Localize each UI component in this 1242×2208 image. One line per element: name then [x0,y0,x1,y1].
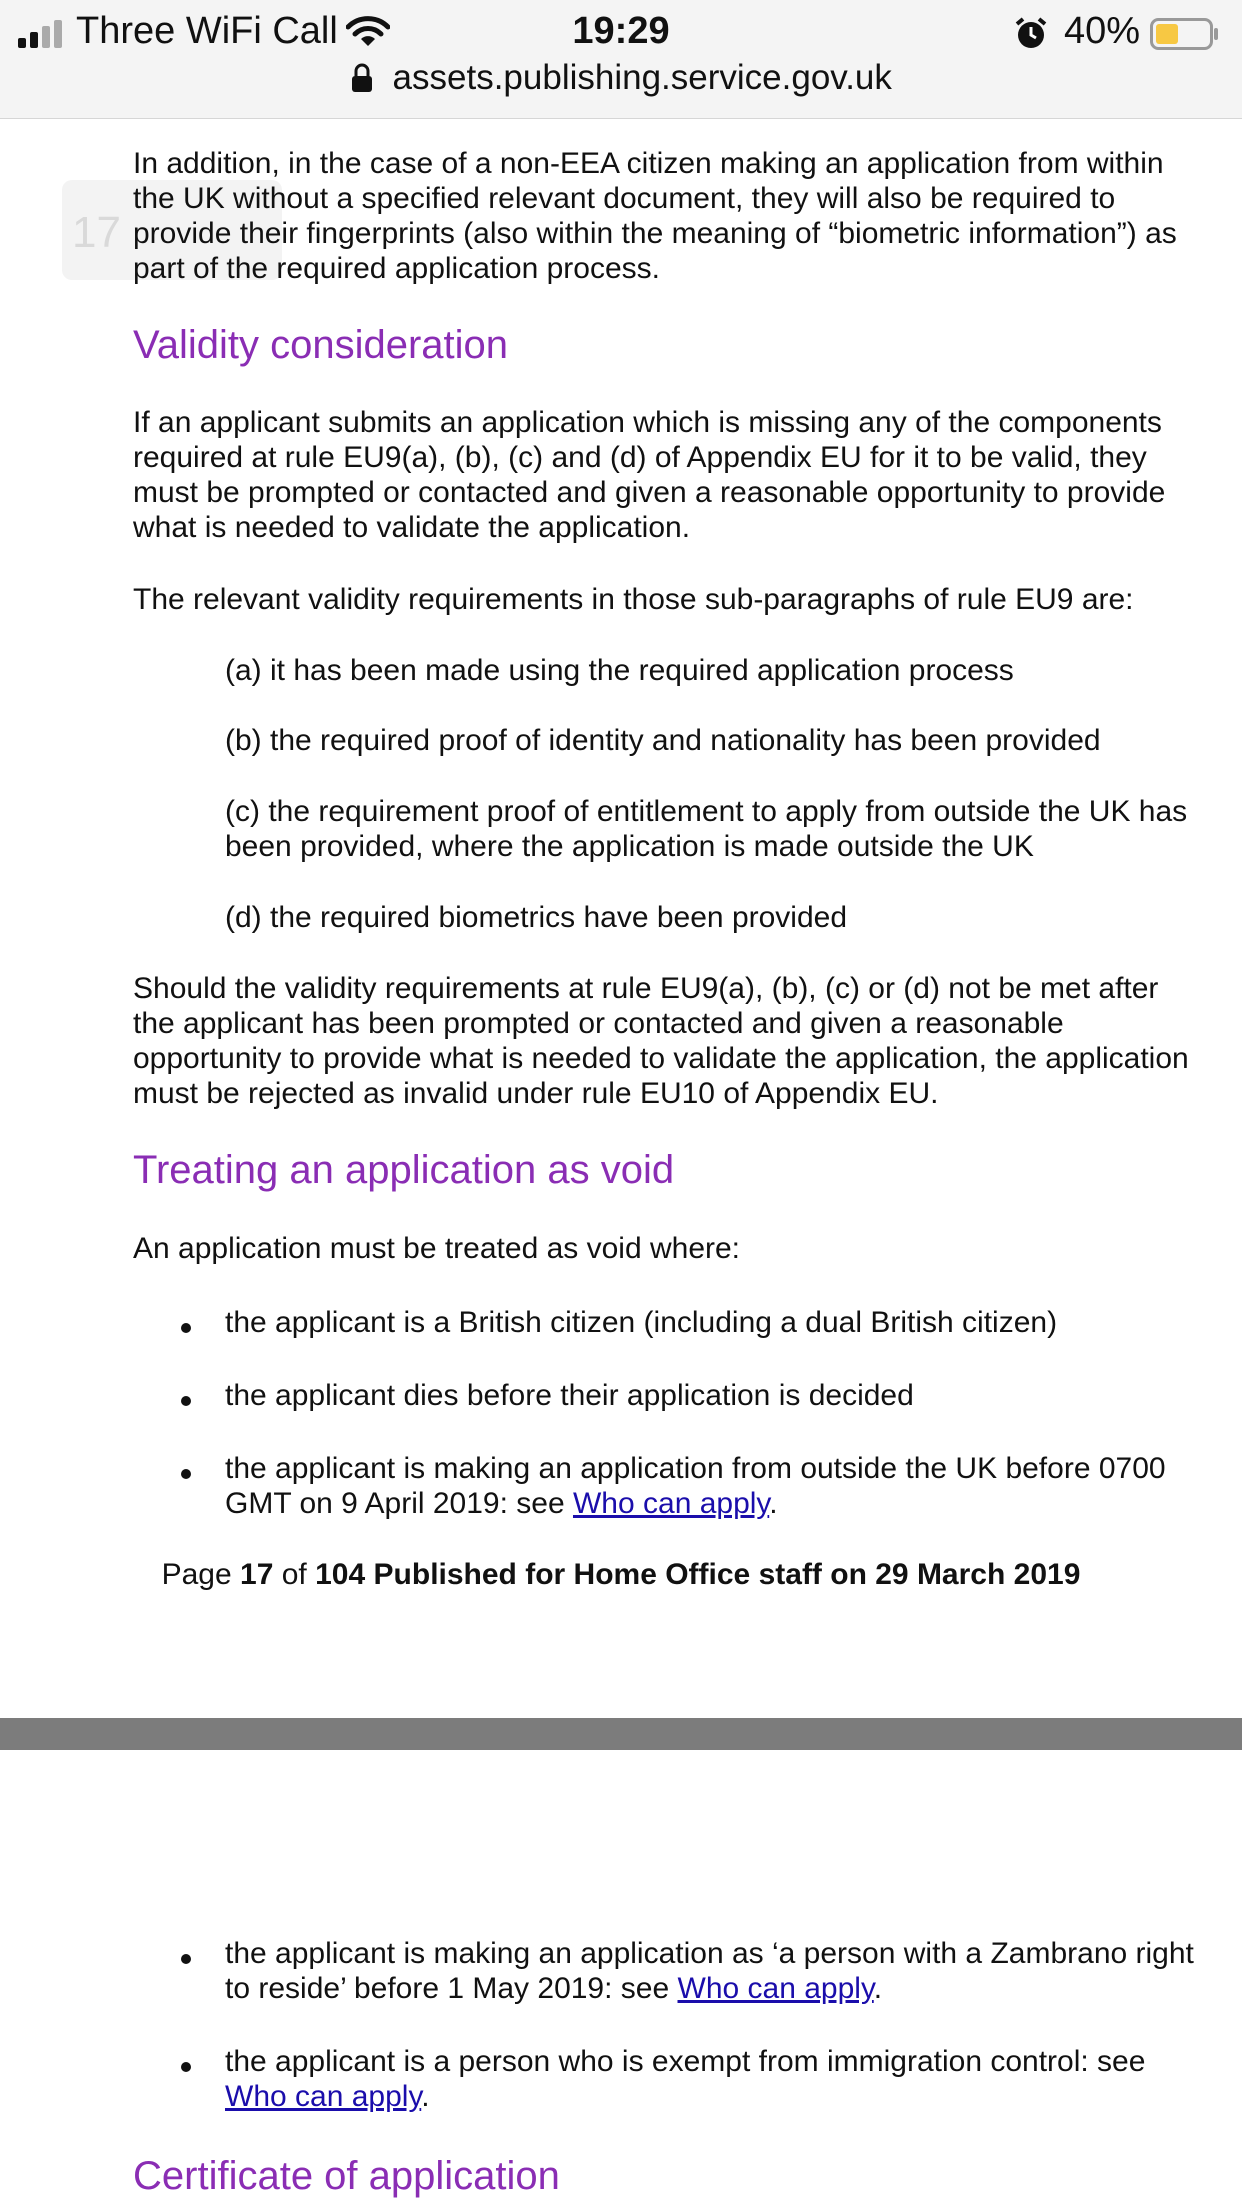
void-bullet-2: the applicant dies before their application is decided [225,1379,914,1412]
who-can-apply-link[interactable]: Who can apply [677,1972,874,2005]
battery-percent: 40% [1064,10,1141,52]
lock-icon [350,63,374,93]
bullet-dot [181,1954,191,1964]
page-indicator-number: 17 [72,208,121,257]
clock: 19:29 [572,10,670,52]
battery-icon [1150,18,1220,50]
alarm-icon [1014,16,1048,50]
validity-paragraph-2: The relevant validity requirements in those sub-paragraphs of rule EU9 are: [133,583,1134,616]
carrier-name: Three WiFi Call [76,10,338,52]
void-bullet-5: the applicant is a person who is exempt from immigration control: see Who can apply. [225,2045,1146,2113]
who-can-apply-link[interactable]: Who can apply [225,2080,422,2113]
who-can-apply-link[interactable]: Who can apply [572,1487,770,1520]
bullet-dot [181,1323,191,1333]
page-divider [0,1718,1242,1750]
page-url[interactable]: assets.publishing.service.gov.uk [392,58,892,97]
void-bullet-1: the applicant is a British citizen (including a dual British citizen) [225,1306,1058,1339]
heading-validity-consideration: Validity consideration [133,323,509,367]
void-bullet-3: the applicant is making an application from outside the UK before 0700 GMT on 9 April 2019: see Who can apply. [225,1452,1166,1520]
validity-item-c: (c) the requirement proof of entitlement to apply from outside the UK has been provided, where the application is made outside the UK [225,795,1188,863]
bullet-dot [181,1469,191,1479]
validity-item-a: (a) it has been made using the required application process [225,654,1014,687]
bullet-dot [181,2062,191,2072]
validity-item-d: (d) the required biometrics have been provided [225,901,848,934]
address-bar[interactable] [0,58,1242,106]
void-bullet-4: the applicant is making an application as ‘a person with a Zambrano right to reside’ before 1 May 2019: see Who can apply. [225,1937,1194,2005]
page-footer: Page 17 of 104 Published for Home Office staff on 29 March 2019 [161,1558,1081,1591]
bullet-dot [181,1396,191,1406]
void-intro: An application must be treated as void where: [133,1232,741,1265]
validity-paragraph-1: If an applicant submits an application which is missing any of the components required at rule EU9(a), (b), (c) and (d) of Appendix EU for it to be valid, they must be prompted or contacted and given a reasonable opportunity to provide what is needed to validate the application. [133,406,1166,544]
document-page-next [0,1750,1242,2208]
status-bar [0,0,1242,119]
document-page [0,118,1242,1718]
intro-paragraph: In addition, in the case of a non-EEA citizen making an application from within the UK without a specified relevant document, they will also be required to provide their fingerprints (also within the meaning of “biometric information”) as part of the required application process. [133,147,1177,285]
heading-treating-void: Treating an application as void [133,1148,675,1192]
validity-item-b: (b) the required proof of identity and nationality has been provided [225,724,1101,757]
validity-paragraph-3: Should the validity requirements at rule EU9(a), (b), (c) or (d) not be met after the applicant has been prompted or contacted and given a reasonable opportunity to provide what is needed to validate the application, the application must be rejected as invalid under rule EU10 of Appendix EU. [133,972,1189,1110]
heading-certificate-of-application: Certificate of application [133,2154,560,2198]
